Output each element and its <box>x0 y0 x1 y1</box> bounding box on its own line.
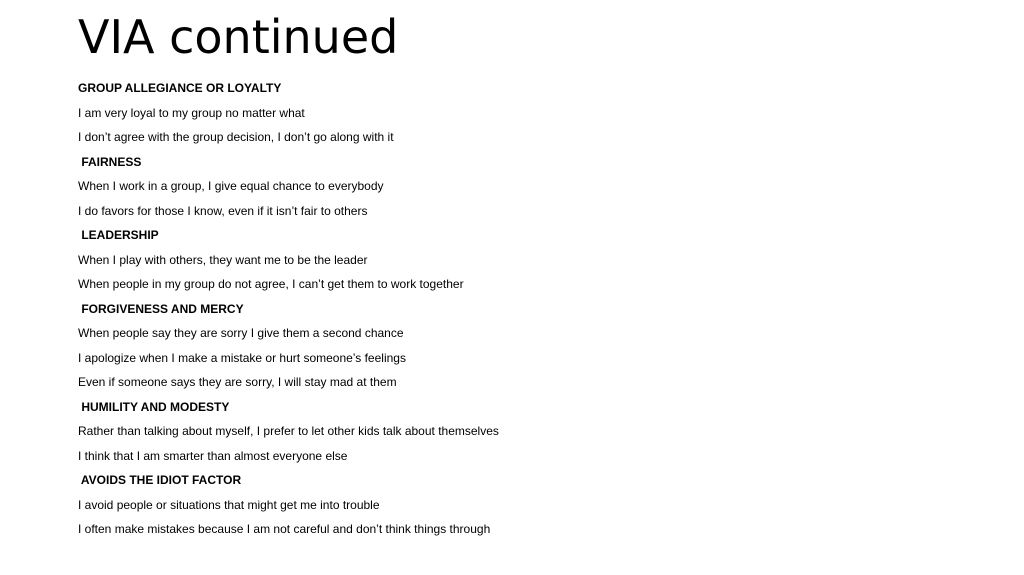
section-heading: GROUP ALLEGIANCE OR LOYALTY <box>78 81 282 95</box>
statement: I am very loyal to my group no matter what <box>78 105 305 120</box>
statement: I don’t agree with the group decision, I don’t go along with it <box>78 130 394 144</box>
slide-title: VIA continued <box>78 10 399 64</box>
statement: I apologize when I make a mistake or hurt someone’s feelings <box>78 350 406 365</box>
slide-body <box>78 76 978 542</box>
section-heading: LEADERSHIP <box>78 228 159 242</box>
statement: Even if someone says they are sorry, I will stay mad at them <box>78 375 397 389</box>
statement: When people in my group do not agree, I can’t get them to work together <box>78 277 464 291</box>
section-heading: AVOIDS THE IDIOT FACTOR <box>78 473 242 487</box>
statement: I think that I am smarter than almost everyone else <box>78 448 348 463</box>
section-heading: FAIRNESS <box>78 154 142 169</box>
statement: Rather than talking about myself, I prefer to let other kids talk about themselves <box>78 424 499 438</box>
statement: When I play with others, they want me to be the leader <box>78 252 368 267</box>
statement: I do favors for those I know, even if it isn’t fair to others <box>78 203 368 218</box>
statement: I often make mistakes because I am not careful and don’t think things through <box>78 522 491 536</box>
statement: When people say they are sorry I give them a second chance <box>78 326 404 340</box>
statement: When I work in a group, I give equal chance to everybody <box>78 179 384 193</box>
section-heading: HUMILITY AND MODESTY <box>78 399 230 414</box>
statement: I avoid people or situations that might get me into trouble <box>78 497 380 512</box>
section-heading: FORGIVENESS AND MERCY <box>78 301 244 316</box>
